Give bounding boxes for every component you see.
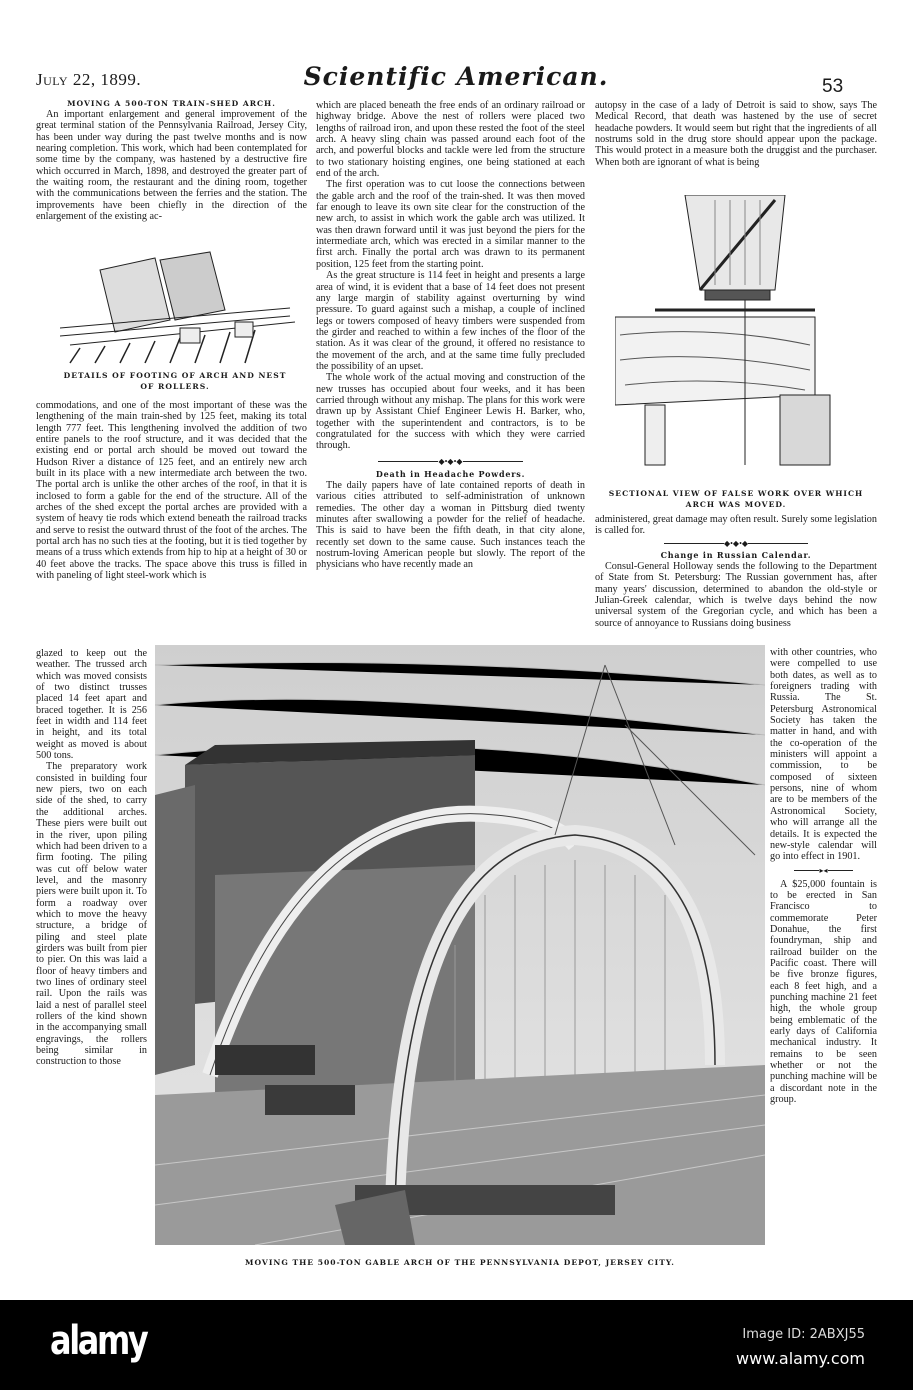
article-title: Death in Headache Powders. — [375, 468, 526, 479]
article-title: MOVING A 500-TON TRAIN-SHED ARCH. — [67, 99, 276, 108]
alamy-logo: alamy — [50, 1318, 147, 1364]
figure-caption: DETAILS OF FOOTING OF ARCH AND NEST OF ROLLERS. — [63, 371, 287, 391]
paragraph: with other countries, who were compelled to use both dates, as well as to foreigners trading with Russia. The St. Petersburg Astronomical Society has taken the matter in hand, and with the co-operation of the ministers will appoint a commission, to be composed of sixteen persons, nine of whom are to be members of the Astronomical Society, who will arrange all the details. It is expected the new-style calendar will go into effect in 1901. — [770, 647, 877, 863]
figure-footing-rollers — [60, 250, 295, 365]
paragraph: administered, great damage may often result. Surely some legislation is called for. — [595, 514, 877, 537]
paragraph: A $25,000 fountain is to be erected in San Francisco to commemorate Peter Donahue, the first foundryman, ship and railroad builder on the Pacific coast. There will be five bronze figures, each 8 feet high, and a punching machine 21 feet high, the whole group being emblematic of the early days of California mechanical industry. It remains to be seen whether or not the punching machine will be a discordant note in the group. — [770, 878, 877, 1106]
footing-illustration — [60, 250, 295, 365]
article-headache-col3 — [595, 100, 877, 168]
article-continuation — [36, 400, 307, 582]
paragraph: The first operation was to cut loose the connections between the gable arch and the roof of the train-shed. It was then moved far enough to leave its own site clear for the construction of the new arch, to assist in which work the gable arch was utilized. It was then drawn forward until it was just beyond the piers for the intermediate arch, which was erected in a similar manner to the first arch. Finally the portal arch was drawn to its permanent position, 125 feet from the starting point. — [316, 179, 585, 270]
image-id: Image ID: 2ABXJ55 — [742, 1327, 865, 1342]
article-russian-calendar — [595, 514, 877, 629]
section-divider: ◆•◆•◆ — [316, 458, 585, 466]
paragraph: The whole work of the actual moving and construction of the new trusses has occupied about four weeks, and it has been carried through without any mishap. The plans for this work were drawn up by Assistant Chief Engineer Lewis H. Barker, who, together with the superintendent and contractors, is to be congratulated for the success with which they were carried through. — [316, 372, 585, 452]
article-moving-arch — [36, 98, 307, 222]
masthead: Scientific American. — [303, 62, 609, 91]
article-moving-arch-col2 — [316, 100, 585, 571]
page-number: 53 — [822, 76, 844, 97]
paragraph: autopsy in the case of a lady of Detroit is said to show, says The Medical Record, that death was hastened by the use of secret headache powders. It would seem but right that the ingredients of all nostrums sold in the drug store should appear upon the package. This would protect in a measure both the druggist and the purchaser. When both are ignorant of what is being — [595, 100, 877, 168]
paragraph: which are placed beneath the free ends of an ordinary railroad or highway bridge. Above the nest of rollers were placed two lengths of railroad iron, and upon these rested the foot of the steel arch. A heavy sling chain was passed around each foot of the arch, and powerful blocks and tackle were led from the structure to two stationary hoisting engines, one being stationed at each end of the arch. — [316, 100, 585, 180]
gable-arch-engraving — [155, 645, 765, 1245]
section-divider: ▸◂ — [770, 867, 877, 875]
article-title: Change in Russian Calendar. — [660, 549, 812, 560]
narrow-column-left — [36, 648, 147, 1273]
paragraph: The daily papers have of late contained reports of death in various cities attributed to self-administration of unknown remedies. The other day a woman in Pittsburg died twenty minutes after swallowing a powder for the relief of headache. This is said to have been the fifth death, in that city alone, recently set down to the same cause. Such instances teach the nostrum-loving American people but slowly. The report of the physicians who have recently made an — [316, 480, 585, 571]
figure-caption: SECTIONAL VIEW OF FALSE WORK OVER WHICH ARCH WAS MOVED. — [608, 489, 864, 509]
paragraph: commodations, and one of the most important of these was the lengthening of the main train-shed by 125 feet, making its total length 777 feet. This lengthening involved the addition of two entire panels to the roof structure, and it was decided that the existing end or portal arch should be moved out toward the Hudson River a distance of 125 feet, and an entirely new arch built in its place with a new intermediate arch between the two. The portal arch is unlike the other arches of the roof, in that it is inclosed to form a gable for the end of the structure. All of the arches of the shed except the portal arches are provided with a system of heavy tie rods which extend beneath the railroad tracks and serve to resist the outward thrust of the foot of the arches. The portal arch has no such ties at the footing, but it is tied together by means of a truss which extends from hip to hip at a height of 30 or 40 feet above the tracks. The space above this truss is filled in with paneling of light steel-work which is — [36, 400, 307, 582]
section-divider: ◆•◆•◆ — [595, 540, 877, 548]
main-figure-caption: MOVING THE 500-TON GABLE ARCH OF THE PENNSYLVANIA DEPOT, JERSEY CITY. — [245, 1258, 675, 1267]
paragraph: glazed to keep out the weather. The trussed arch which was moved consists of two distinct trusses placed 14 feet apart and braced together. It is 256 feet in width and 114 feet in height, and its total weight as moved is about 500 tons. — [36, 648, 147, 762]
watermark-bar — [0, 1300, 913, 1390]
paragraph: An important enlargement and general improvement of the great terminal station of the Pennsylvania Railroad, Jersey City, has been under way during the past twelve months and is now nearing completion. This work, which had been contemplated for some time by the company, was hastened by a destructive fire which occurred in March, 1898, and destroyed the greater part of the waiting room, the restaurant and the dining room, together with the communications between the ferries and the station. The improvements have been chiefly in the direction of the enlargement of the existing ac- — [36, 109, 307, 223]
issue-date: July 22, 1899. — [36, 70, 142, 89]
paragraph: As the great structure is 114 feet in height and presents a large area of wind, it is evident that a base of 14 feet does not present any large margin of stability against overturning by wind pressure. To guard against such a mishap, a couple of inclined legs or towers composed of heavy timbers were suspended from the girder and reached to within a few inches of the floor of the station. As it was clear of the ground, it offered no resistance to the movement of the arch, and at the same time fully precluded the possibility of an upset. — [316, 270, 585, 372]
false-work-illustration — [615, 195, 855, 470]
narrow-column-right — [770, 647, 877, 1272]
figure-false-work — [615, 195, 855, 470]
paragraph: Consul-General Holloway sends the following to the Department of State from St. Petersburg: The Russian government has, after many years' discussion, determined to abandon the old-style or Julian-Greek calendar, which is twelve days behind the now universal system of the Gregorian cycle, and which has been a source of annoyance to Russians doing business — [595, 561, 877, 629]
main-illustration — [155, 645, 765, 1245]
paragraph: The preparatory work consisted in building four new piers, two on each side of the shed, to carry the additional arches. These piers were built out in the river, upon piling which had been driven to a firm footing. The piling was cut off below water level, and the masonry piers were built upon it. To form a roadway over which to move the heavy structure, a bridge of piling and steel plate girders was built from pier to pier. On this was laid a floor of heavy timbers and two lines of ordinary steel rail. Upon the rails was laid a nest of parallel steel rollers of the kind shown in the accompanying small engravings, the rollers being similar in construction to those — [36, 761, 147, 1068]
alamy-url: www.alamy.com — [736, 1349, 865, 1368]
